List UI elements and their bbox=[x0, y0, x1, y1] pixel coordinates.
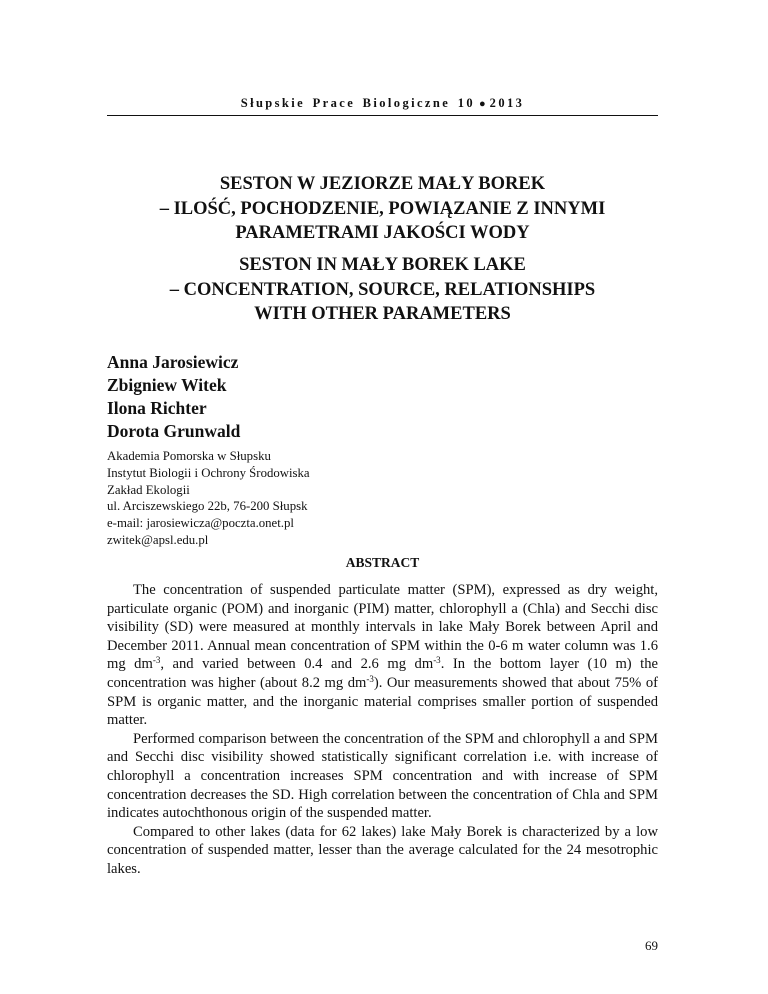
title-english-line-1: SESTON IN MAŁY BOREK LAKE bbox=[239, 255, 526, 275]
journal-name: Słupskie Prace Biologiczne bbox=[240, 96, 451, 110]
author-name: Zbigniew Witek bbox=[107, 375, 227, 395]
author-name: Ilona Richter bbox=[107, 398, 207, 418]
affiliation-university: Akademia Pomorska w Słupsku bbox=[107, 449, 271, 463]
title-polish-line-3: PARAMETRAMI JAKOŚCI WODY bbox=[235, 223, 530, 243]
title-english-line-2: – CONCENTRATION, SOURCE, RELATIONSHIPS bbox=[169, 279, 596, 300]
abstract-p1-part-d: ). Our measurements showed that about 75% of SPM is organic matter, and the inorganic material comprises smaller portion of suspended matter. bbox=[107, 674, 658, 729]
running-header bbox=[107, 96, 658, 111]
abstract-p1-part-b: , and varied between 0.4 and 2.6 mg dm bbox=[160, 656, 434, 673]
affiliation-email: e-mail: jarosiewicza@poczta.onet.pl bbox=[107, 516, 294, 531]
abstract-p1-part-c: . In the bottom layer (10 m) the concentration was higher (about 8.2 mg dm bbox=[107, 656, 659, 691]
abstract-body bbox=[107, 581, 658, 879]
unit-exponent: -3 bbox=[366, 673, 374, 684]
header-bullet: ● bbox=[479, 98, 486, 110]
abstract-p1-part-a: The concentration of suspended particulate matter (SPM), expressed as dry weight, particulate organic (POM) and inorganic (PIM) matter, chlorophyll a (Chla) and Secchi disc visibility (SD) were measured at monthly intervals in lake Mały Borek between April and December 2011. Annual mean concentration of SPM within the 0-6 m water column was 1.6 mg dm bbox=[107, 582, 658, 673]
abstract-paragraph-1 bbox=[107, 581, 658, 730]
author-name: Anna Jarosiewicz bbox=[107, 352, 239, 372]
title-english bbox=[107, 253, 658, 327]
abstract-heading: ABSTRACT bbox=[345, 555, 420, 570]
journal-volume: 10 bbox=[457, 96, 476, 110]
author-name: Dorota Grunwald bbox=[107, 421, 241, 441]
title-polish-line-2: – ILOŚĆ, POCHODZENIE, POWIĄZANIE Z INNYMI bbox=[159, 198, 606, 219]
title-english-line-3: WITH OTHER PARAMETERS bbox=[254, 304, 511, 324]
author-list bbox=[107, 351, 240, 443]
abstract-paragraph-2: Performed comparison between the concentration of the SPM and chlorophyll a and SPM and Secchi disc visibility showed statistically significant correlation i.e. with increase of chlorophyll a concentration increases SPM concentration and with increase of SPM concentration decreases the SD. High correlation between the concentration of Chla and SPM indicates autochthonous origin of the suspended matter. bbox=[107, 730, 658, 822]
affiliation-block bbox=[107, 448, 310, 549]
unit-exponent: -3 bbox=[433, 655, 441, 666]
journal-year: 2013 bbox=[489, 96, 525, 110]
unit-exponent: -3 bbox=[152, 655, 161, 666]
title-polish bbox=[107, 172, 658, 246]
title-polish-line-1: SESTON W JEZIORZE MAŁY BOREK bbox=[219, 174, 546, 194]
affiliation-email-2: zwitek@apsl.edu.pl bbox=[107, 532, 209, 547]
header-rule bbox=[107, 115, 658, 116]
affiliation-address: ul. Arciszewskiego 22b, 76-200 Słupsk bbox=[107, 499, 308, 514]
page-number: 69 bbox=[645, 938, 658, 953]
affiliation-institute: Instytut Biologii i Ochrony Środowiska bbox=[107, 465, 310, 480]
abstract-paragraph-3: Compared to other lakes (data for 62 lakes) lake Mały Borek is characterized by a low concentration of suspended matter, lesser than the average calculated for the 24 mesotrophic lakes. bbox=[107, 823, 658, 877]
affiliation-department: Zakład Ekologii bbox=[107, 482, 190, 497]
